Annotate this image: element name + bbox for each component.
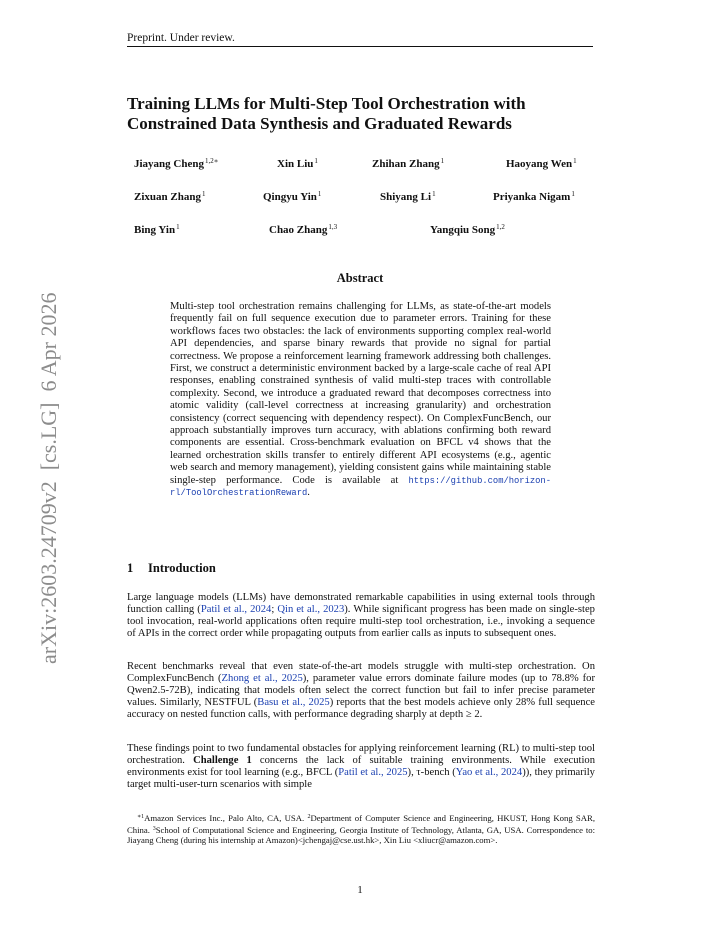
citation-link[interactable]: Patil et al., 2025 — [338, 767, 408, 779]
paragraph-1: Large language models (LLMs) have demonstrated remarkable capabilities in using external tools through function calling (Patil et al., 2024; Qin et al., 2023). While significant progress has been made on single-step tool invocation, real-world applications often require multi-step tool orchestration, i.e., invoking a sequence of APIs in the correct order while propagating outputs from earlier calls as inputs to subsequent ones. — [127, 592, 595, 640]
citation-link[interactable]: Zhong et al., 2025 — [221, 673, 303, 685]
paragraph-3: These findings point to two fundamental obstacles for applying reinforcement learning (RL) to multi-step tool orchestration. Challenge 1 concerns the lack of suitable training environments. While execution environments exist for tool learning (e.g., BFCL (Patil et al., 2025), τ-bench (Yao et al., 2024)), they primarily target multi-user-turn scenarios with simple — [127, 743, 596, 791]
author-name: Priyanka Nigam$^1$ — [493, 190, 575, 203]
abstract-body: Multi-step tool orchestration remains challenging for LLMs, as state-of-the-art models frequently fail on full sequence execution due to parameter errors. Training for these workflows faces two obstacles: the lack of environments supporting complex real-world API dependencies, and sparse binary rewards that provide no signal for partial correctness. We propose a reinforcement learning framework addressing both challenges. First, we construct a deterministic environment backed by a large-scale cache of real API responses, enabling constrained synthesis of valid multi-step traces with controllable complexity. Second, we introduce a graduated reward that decomposes correctness into atomic validity (call-level correctness at increasing granularity) and orchestration consistency (correct sequencing with dependency respect). On ComplexFuncBench, our approach substantially improves turn accuracy, with ablations confirming both reward components are essential. Cross-benchmark evaluation on BFCL v4 shows that the learned orchestration skills transfer to entirely different API ecosystems (e.g., agentic web search and memory management), yielding consistent gains while maintaining stable single-step performance. Code is available at https://github.com/horizon-rl/ToolOrchestrationReward. — [170, 301, 551, 499]
arxiv-stamp: arXiv:2603.24709v2 [cs.LG] 6 Apr 2026 — [36, 292, 61, 664]
header-rule — [127, 46, 593, 47]
title-line-2: Constrained Data Synthesis and Graduated Rewards — [127, 114, 512, 133]
citation-link[interactable]: Patil et al., 2024 — [200, 604, 272, 616]
author-name: Shiyang Li$^1$ — [380, 190, 436, 203]
paper-title — [127, 94, 597, 134]
paragraph-2: Recent benchmarks reveal that even state-of-the-art models struggle with multi-step orchestration. On ComplexFuncBench (Zhong et al., 2025), parameter value errors dominate failure modes (up to 78.8% for Qwen2.5-72B), indicating that models often select the correct function but fail to infer precise parameter values. Similarly, NESTFUL (Basu et al., 2025) reports that the best models achieve only 28% full sequence accuracy on nested function calls, with performance degrading sharply at depth ≥ 2. — [127, 661, 595, 721]
author-name: Chao Zhang$^{1,3}$ — [269, 223, 338, 236]
author-name: Qingyu Yin$^1$ — [263, 190, 322, 203]
running-header: Preprint. Under review. — [127, 32, 235, 44]
author-name: Bing Yin$^1$ — [134, 223, 180, 236]
citation-link[interactable]: Basu et al., 2025 — [257, 697, 330, 709]
author-name: Zixuan Zhang$^1$ — [134, 190, 206, 203]
citation-link[interactable]: Qin et al., 2023 — [277, 604, 345, 616]
author-name: Haoyang Wen$^1$ — [506, 157, 577, 170]
author-name: Jiayang Cheng$^{1,2∗}$ — [134, 157, 219, 170]
affiliation-footnote: $^{∗1}$Amazon Services Inc., Palo Alto, CA, USA. $^2$Department of Computer Science and Engineering, HKUST, Hong Kong SAR, China. $^3$School of Computational Science and Engineering, Georgia Institute of Technology, Atlanta, GA, USA. Correspondence to: Jiayang Cheng (during his internship at Amazon)<jchengaj@cse.ust.hk>, Xin Liu <xliucr@amazon.com>. — [127, 813, 596, 846]
author-name: Zhihan Zhang$^1$ — [372, 157, 445, 170]
section-heading: 1 Introduction — [127, 561, 216, 575]
page-number: 1 — [357, 884, 363, 896]
title-line-1: Training LLMs for Multi-Step Tool Orchestration with — [127, 94, 526, 113]
code-link[interactable]: https://github.com/horizon-rl/ToolOrchestrationReward — [170, 475, 551, 499]
citation-link[interactable]: Yao et al., 2024 — [455, 767, 523, 779]
abstract-heading: Abstract — [336, 271, 384, 285]
author-name: Yangqiu Song$^{1,2}$ — [430, 223, 505, 236]
author-name: Xin Liu$^1$ — [277, 157, 318, 170]
